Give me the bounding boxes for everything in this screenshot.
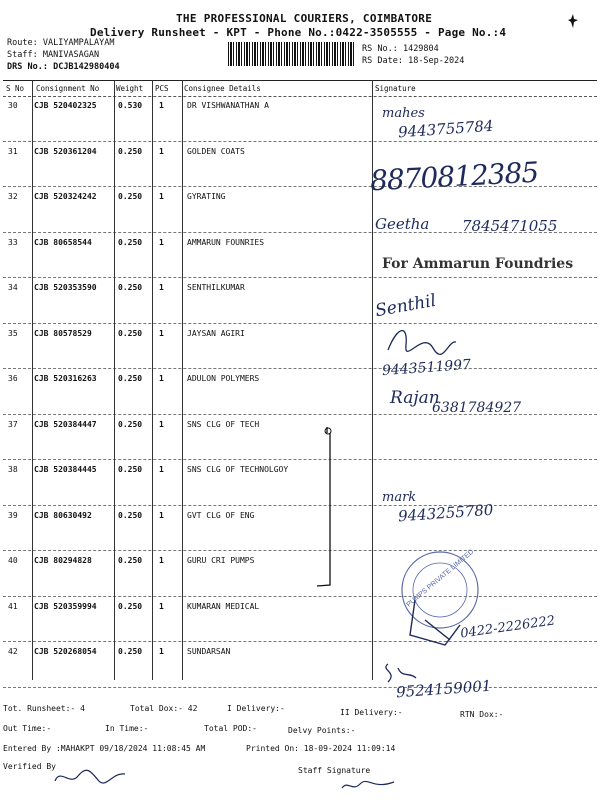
consignee-name: GOLDEN COATS [187, 146, 245, 156]
col-divider [152, 80, 153, 680]
consignment-number: CJB 520384445 [34, 465, 97, 474]
out-time: Out Time:- [3, 724, 52, 733]
staff-signature: Staff Signature [298, 766, 371, 775]
signature-row-32-name: Geetha [375, 215, 430, 233]
total-dox: Total Dox:- 42 [130, 704, 198, 713]
consignment-number: CJB 520361204 [34, 146, 97, 156]
pieces: 1 [159, 237, 164, 247]
consignment-number: CJB 520384447 [34, 419, 97, 429]
runsheet-subtitle: Delivery Runsheet - KPT - Phone No.:0422-3505555 - Page No.:4 [90, 26, 507, 39]
serial-number: 30 [8, 101, 18, 110]
table-row [3, 459, 597, 506]
verified-by-signature [50, 766, 130, 790]
rs-date-line [362, 56, 464, 66]
route-value: VALIYAMPALAYAM [42, 38, 115, 48]
rs-no-line [362, 44, 439, 54]
rs-date-label: RS Date: [362, 56, 403, 66]
signature-row-39-phone: 9443255780 [397, 500, 494, 526]
signature-row-30-name: mahes [382, 106, 425, 121]
consignment-number: CJB 520316263 [34, 374, 97, 383]
pieces: 1 [159, 192, 164, 201]
pieces: 1 [159, 556, 164, 565]
i-delivery: I Delivery:- [227, 704, 285, 713]
consignee-name: GURU CRI PUMPS [187, 556, 255, 565]
pieces: 1 [159, 328, 164, 338]
signature-row-36-phone: 6381784927 [432, 400, 522, 416]
pieces: 1 [159, 647, 164, 656]
col-consignment: Consignment No [36, 84, 100, 93]
rtn-dox: RTN Dox:- [460, 710, 504, 719]
drs-value: DCJB142980404 [53, 62, 120, 72]
serial-number: 39 [8, 510, 18, 520]
signature-row-42-scribble [380, 658, 420, 688]
consignee-name: GVT CLG OF ENG [187, 510, 255, 520]
pieces: 1 [159, 465, 164, 474]
stamp-row-33: For Ammarun Foundries [382, 256, 574, 272]
staff-label: Staff: [7, 50, 38, 60]
col-pcs: PCS [155, 84, 169, 93]
staff-signature-scribble [338, 776, 398, 796]
signature-row-42-phone: 9524159001 [395, 676, 492, 702]
consignee-name: SENTHILKUMAR [187, 283, 245, 292]
staff-value: MANIVASAGAN [42, 50, 100, 60]
barcode [228, 42, 356, 66]
weight: 0.250 [118, 465, 143, 474]
pieces: 1 [159, 601, 164, 611]
consignee-name: JAYSAN AGIRI [187, 328, 245, 338]
col-weight: Weight [116, 84, 144, 93]
weight: 0.250 [118, 328, 143, 338]
consignment-number: CJB 80294828 [34, 556, 92, 565]
serial-number: 36 [8, 374, 18, 383]
pieces: 1 [159, 283, 164, 292]
weight: 0.250 [118, 237, 143, 247]
serial-number: 35 [8, 328, 18, 338]
entered-by: Entered By :MAHAKPT 09/18/2024 11:08:45 AM [3, 744, 206, 753]
consignee-name: DR VISHWANATHAN A [187, 101, 269, 110]
consignment-number: CJB 80578529 [34, 328, 92, 338]
printed-on: Printed On: 18-09-2024 11:09:14 [246, 744, 396, 753]
pieces: 1 [159, 419, 164, 429]
weight: 0.250 [118, 146, 143, 156]
col-consignee: Consignee Details [184, 84, 261, 93]
signature-row-41-phone: 0422-2226222 [459, 613, 556, 642]
delvy-points: Delvy Points:- [288, 726, 356, 735]
rs-no-value: 1429804 [402, 44, 439, 54]
weight: 0.530 [118, 101, 143, 110]
col-divider [114, 80, 115, 680]
pieces: 1 [159, 101, 164, 110]
tot-runsheet: Tot. Runsheet:- 4 [3, 704, 85, 713]
consignment-number: CJB 80658544 [34, 237, 92, 247]
consignment-number: CJB 520324242 [34, 192, 97, 201]
consignment-number: CJB 520268054 [34, 647, 97, 656]
rs-no-label: RS No.: [362, 44, 398, 54]
consignee-name: SNS CLG OF TECHNOLGOY [187, 465, 289, 474]
signature-row-31: 8870812385 [369, 155, 539, 198]
corner-mark-icon [568, 14, 578, 28]
weight: 0.250 [118, 192, 143, 201]
drs-label: DRS No.: [7, 62, 48, 72]
consignee-name: KUMARAN MEDICAL [187, 601, 260, 611]
weight: 0.250 [118, 556, 143, 565]
table-row [3, 641, 597, 688]
pieces: 1 [159, 374, 164, 383]
signature-row-35-scribble [378, 320, 458, 360]
signature-row-32-phone: 7845471055 [462, 217, 558, 235]
verified-by: Verified By [3, 762, 56, 771]
ii-delivery: II Delivery:- [340, 708, 403, 717]
consignee-name: SNS CLG OF TECH [187, 419, 260, 429]
table-row [3, 323, 597, 370]
col-signature: Signature [375, 84, 416, 93]
consignment-number: CJB 80630492 [34, 510, 92, 520]
signature-row-30-phone: 9443755784 [397, 116, 494, 142]
route-label: Route: [7, 38, 38, 48]
serial-number: 32 [8, 192, 18, 201]
weight: 0.250 [118, 283, 143, 292]
serial-number: 37 [8, 419, 18, 429]
staff-line [7, 50, 99, 60]
consignment-number: CJB 520359994 [34, 601, 97, 611]
serial-number: 38 [8, 465, 18, 474]
weight: 0.250 [118, 374, 143, 383]
consignee-name: ADULON POLYMERS [187, 374, 260, 383]
weight: 0.250 [118, 601, 143, 611]
signature-row-41-scribble [405, 595, 465, 655]
consignee-name: AMMARUN FOUNRIES [187, 237, 265, 247]
rs-date-value: 18-Sep-2024 [408, 56, 465, 66]
stamp-row-40-text: PUMPS PRIVATE LIMITED [405, 548, 476, 609]
signature-row-34: Senthil [373, 290, 438, 322]
signature-row-36-name: Rajan [390, 388, 440, 408]
total-pod: Total POD:- [204, 724, 257, 733]
table-row [3, 414, 597, 461]
consignment-number: CJB 520402325 [34, 101, 97, 110]
consignee-name: SUNDARSAN [187, 647, 231, 656]
bracket-mark-37-40 [312, 425, 352, 590]
serial-number: 34 [8, 283, 18, 292]
serial-number: 42 [8, 647, 18, 656]
signature-row-35-phone: 9443511997 [381, 356, 472, 380]
serial-number: 31 [8, 146, 18, 156]
pieces: 1 [159, 146, 164, 156]
serial-number: 41 [8, 601, 18, 611]
weight: 0.250 [118, 419, 143, 429]
table-row [3, 550, 597, 597]
col-divider [182, 80, 183, 680]
pieces: 1 [159, 510, 164, 520]
col-divider [32, 80, 33, 680]
weight: 0.250 [118, 510, 143, 520]
company-name: THE PROFESSIONAL COURIERS, COIMBATORE [176, 12, 433, 25]
consignment-number: CJB 520353590 [34, 283, 97, 292]
table-row [3, 95, 597, 142]
route-line [7, 38, 115, 48]
drs-line [7, 62, 120, 72]
table-row [3, 505, 597, 552]
in-time: In Time:- [105, 724, 149, 733]
weight: 0.250 [118, 647, 143, 656]
serial-number: 40 [8, 556, 18, 565]
serial-number: 33 [8, 237, 18, 247]
col-sno: S No [6, 84, 25, 93]
table-row [3, 277, 597, 324]
signature-row-39-name: mark [382, 490, 417, 505]
consignee-name: GYRATING [187, 192, 226, 201]
